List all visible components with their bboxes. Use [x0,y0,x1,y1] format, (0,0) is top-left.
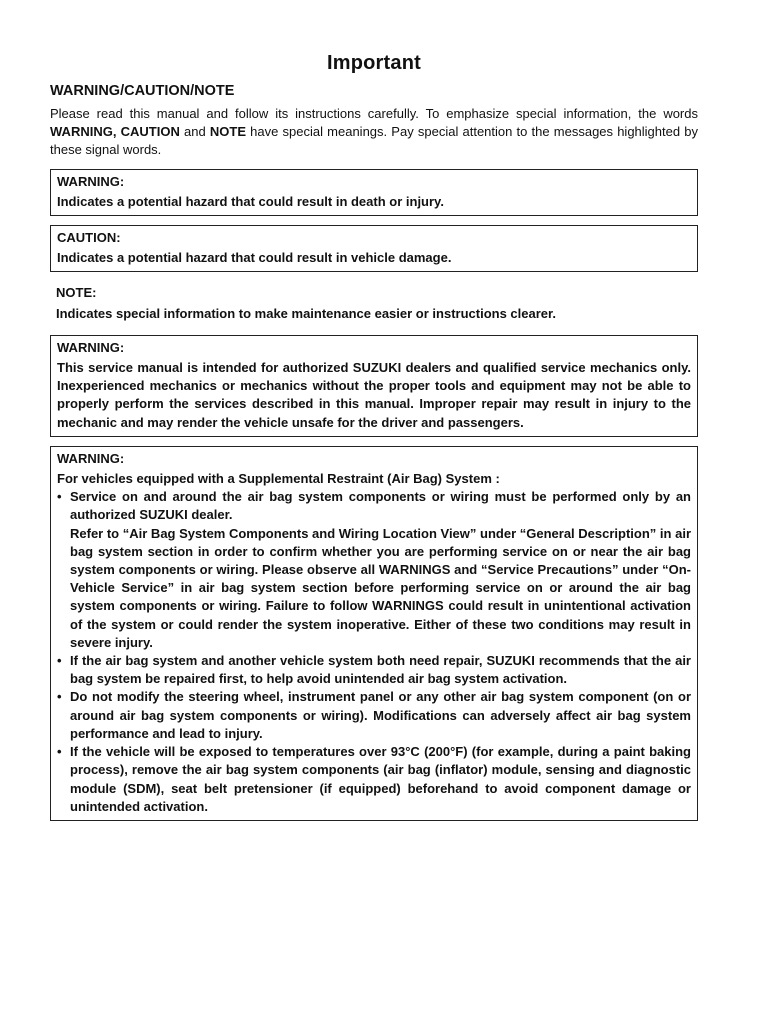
list-item-text: Service on and around the air bag system components or wiring must be performed only by an authorized SUZUKI dealer. [70,489,691,523]
intro-text-1: Please read this manual and follow its instructions carefully. To emphasize special information, the words [50,106,698,121]
bullet-icon: • [57,689,62,705]
intro-comma: , [112,124,121,140]
manual-warning-box [50,335,698,437]
note-label: NOTE: [56,285,97,301]
list-item [57,488,691,652]
airbag-warning-lead: For vehicles equipped with a Supplemental Restraint (Air Bag) System : [57,471,500,487]
section-heading: WARNING/CAUTION/NOTE [50,83,235,99]
airbag-warning-box [50,446,698,821]
intro-and: and [179,124,210,140]
list-item-text: Do not modify the steering wheel, instrument panel or any other air bag system component (on or around air bag system components or wiring). Modifications can adversely affect air bag system performance and lead to injury. [70,689,691,741]
note-definition [50,281,698,326]
caution-definition-box [50,225,698,272]
airbag-warning-list [57,488,691,816]
page-title: Important [326,52,422,74]
caution-definition-text: Indicates a potential hazard that could result in vehicle damage. [57,250,452,266]
list-item-text: If the vehicle will be exposed to temperatures over 93°C (200°F) (for example, during a paint baking process), remove the air bag system components (air bag (inflator) module, sensing and diagnostic module (SDM), seat belt pretensioner (if equipped) beforehand to avoid component damage or unintended activation. [70,744,691,814]
list-item [57,652,691,688]
manual-warning-text: This service manual is intended for authorized SUZUKI dealers and qualified service mechanics only. Inexperienced mechanics or mechanics without the proper tools and equipment may not be able to properly perform the services described in this manual. Improper repair may result in injury to the mechanic and may render the vehicle unsafe for the driver and passengers. [57,360,691,430]
list-item [57,743,691,816]
intro-text-2: have special meanings. Pay special attention to the messages highlighted by these signal words. [50,124,698,158]
warning-label: WARNING: [57,173,125,189]
list-item-text: If the air bag system and another vehicle system both need repair, SUZUKI recommends that the air bag system be repaired first, to help avoid unintended air bag system activation. [70,653,691,687]
bullet-icon: • [57,744,62,760]
document-page [50,50,698,830]
list-item-text: Refer to “Air Bag System Components and Wiring Location View” under “General Description” in air bag system section in order to confirm whether you are performing service on or near the air bag system components or wiring. Please observe all WARNINGS and “Service Precautions” under “On-Vehicle Service” in air bag system section before performing service on or around the air bag system components or wiring. Failure to follow WARNINGS could result in unintentional activation of the system or could render the system inoperative. Either of these two conditions may result in severe injury. [70,525,691,650]
intro-warning-word: WARNING [50,124,113,140]
list-item [57,688,691,743]
intro-caution-word: CAUTION [120,124,180,140]
intro-paragraph [50,105,698,160]
manual-warning-label: WARNING: [57,339,125,355]
caution-label: CAUTION: [57,230,121,246]
intro-note-word: NOTE [209,124,246,140]
bullet-icon: • [57,653,62,669]
note-definition-text: Indicates special information to make maintenance easier or instructions clearer. [56,305,556,321]
bullet-icon: • [57,489,62,505]
airbag-warning-label: WARNING: [57,450,125,466]
warning-definition-box [50,169,698,216]
warning-definition-text: Indicates a potential hazard that could result in death or injury. [57,193,444,209]
